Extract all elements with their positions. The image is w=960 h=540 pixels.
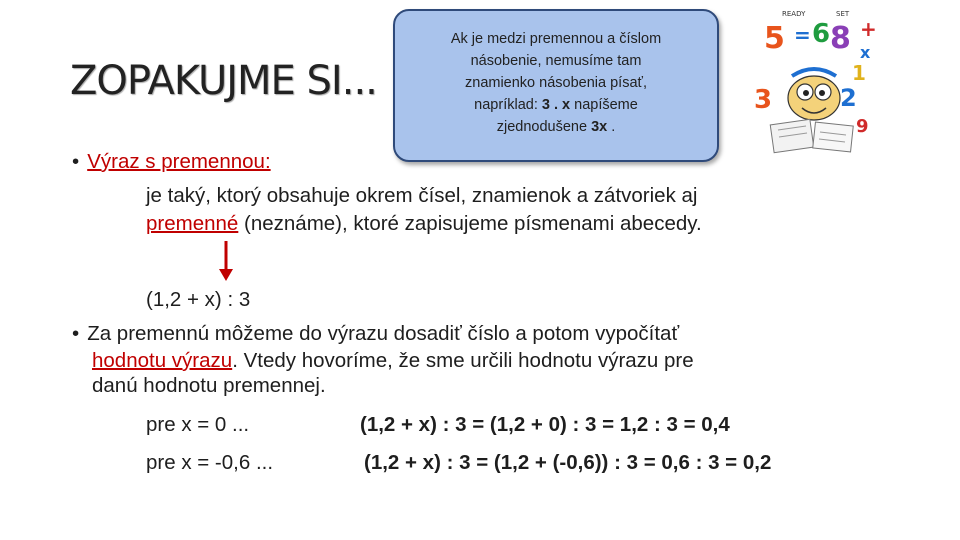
callout-line: násobenie, nemusíme tam — [470, 53, 642, 69]
clipart-number: 6 — [812, 19, 831, 49]
clipart-number: 3 — [754, 85, 773, 115]
highlight-expression-value: hodnotu výrazu — [92, 349, 233, 372]
clipart-label: SET — [836, 10, 850, 18]
bullet: • — [72, 322, 80, 345]
substitution-line-1: • Za premennú môžeme do výrazu dosadiť číslo a potom vypočítať — [72, 322, 680, 345]
substitution-line-3: danú hodnotu premennej. — [92, 374, 326, 397]
definition-heading-line — [72, 150, 271, 174]
clipart-number: 8 — [830, 21, 851, 56]
callout-line: znamienko násobenia písať, — [465, 75, 647, 91]
definition-heading: Výraz s premennou: — [87, 150, 271, 173]
definition-line-1: je taký, ktorý obsahuje okrem čísel, znamienok a zátvoriek aj — [146, 184, 698, 207]
calc-equation-x-neg: (1,2 + x) : 3 = (1,2 + (-0,6)) : 3 = 0,6 : 3 = 0,2 — [364, 451, 772, 474]
clipart-label: READY — [782, 10, 806, 18]
clipart-symbol: = — [794, 23, 811, 47]
arrow-down-icon — [219, 241, 233, 281]
hint-callout — [393, 9, 719, 162]
clipart-number: 2 — [840, 84, 857, 112]
bullet: • — [72, 150, 80, 173]
callout-line: zjednodušene 3x . — [496, 119, 616, 135]
slide-title: ZOPAKUJME SI... — [70, 58, 377, 104]
calc-label-x0: pre x = 0 ... — [146, 413, 250, 436]
callout-line: Ak je medzi premennou a číslom — [450, 31, 662, 47]
clipart-symbol: + — [860, 17, 877, 41]
highlight-variables: premenné — [146, 212, 239, 235]
math-clipart-illustration — [752, 6, 878, 156]
calc-equation-x0: (1,2 + x) : 3 = (1,2 + 0) : 3 = 1,2 : 3 = 0,4 — [360, 413, 730, 436]
clipart-number: 5 — [764, 21, 785, 56]
definition-line-2: premenné (neznáme), ktoré zapisujeme písmenami abecedy. — [146, 212, 702, 235]
clipart-number: 1 — [852, 61, 866, 85]
clipart-symbol: x — [860, 43, 871, 62]
clipart-number: 9 — [856, 116, 869, 137]
substitution-line-2: hodnotu výrazu. Vtedy hovoríme, že sme určili hodnotu výrazu pre — [92, 349, 694, 372]
example-expression: (1,2 + x) : 3 — [146, 288, 251, 311]
calc-label-x-neg: pre x = -0,6 ... — [146, 451, 274, 474]
callout-line: napríklad: 3 . x napíšeme — [474, 97, 638, 113]
